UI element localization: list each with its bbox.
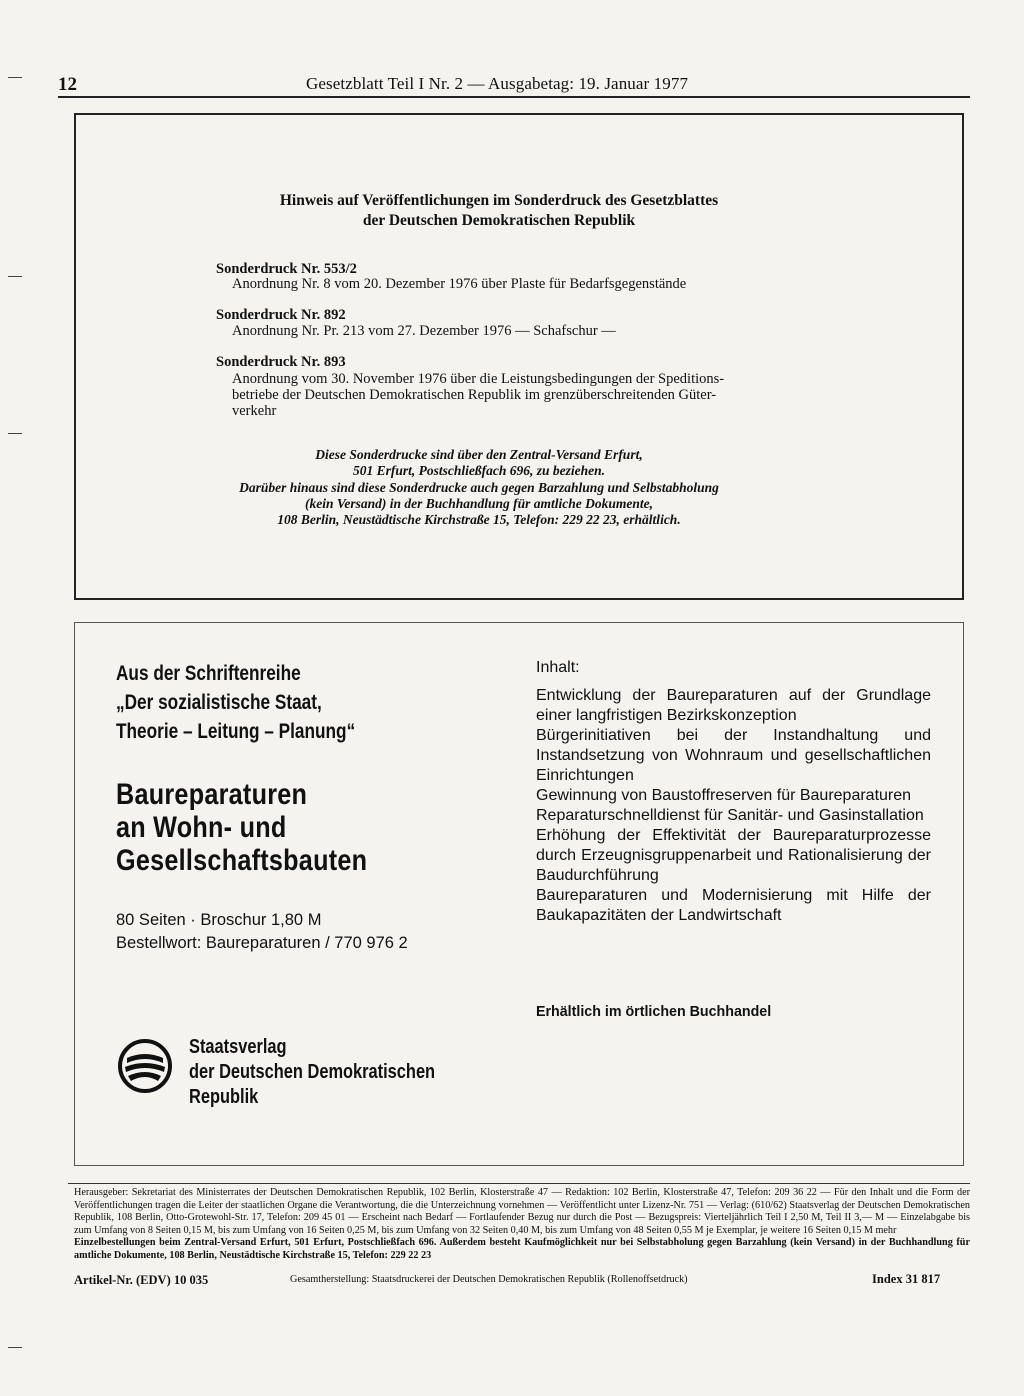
sonderdruck-heading: Sonderdruck Nr. 553/2 — [216, 261, 357, 277]
page-number: 12 — [58, 74, 77, 95]
margin-mark — [8, 77, 22, 78]
imprint-main: Herausgeber: Sekretariat des Ministerrates der Deutschen Demokratischen Republik, 102 Berlin, Klosterstraße 47 — Redaktion: 102 Berlin, Klosterstraße 47, Telefon: 209 36 22 — Für den Inhalt und die Form der Veröffentlichungen tragen die Leiter der staatlichen Organe die Verantwortung, die die Unterzeichnung vornehmen — Veröffentlicht unter Lizenz-Nr. 751 — Verlag: (610/62) Staatsverlag der Deutschen Demokratischen Republik, 108 Berlin, Otto-Grotewohl-Str. 17, Telefon: 209 45 01 — Erscheint nach Bedarf — Fortlaufender Bezug nur durch die Post — Bezugspreis: Vierteljährlich Teil I 2,50 M, Teil II 3,— M — Einzelabgabe bis zum Umfang von 8 Seiten 0,15 M, bis zum Umfang von 16 Seiten 0,25 M, bis zum Umfang von 32 Seiten 0,40 M, bis zum Umfang von 48 Seiten 0,55 M je Exemplar, je weitere 16 Seiten 0,15 M mehr — [74, 1187, 970, 1236]
book-title-line: Baureparaturen — [116, 778, 308, 811]
sonderdruck-heading: Sonderdruck Nr. 893 — [216, 354, 346, 370]
header-title: Gesetzblatt Teil I Nr. 2 — Ausgabetag: 19. Januar 1977 — [306, 74, 689, 93]
sonderdruck-text: Anordnung Nr. Pr. 213 vom 27. Dezember 1976 — Schafschur — — [232, 323, 616, 339]
publisher-line: Republik — [189, 1086, 259, 1108]
margin-mark — [8, 276, 22, 277]
note-line: (kein Versand) in der Buchhandlung für amtliche Dokumente, — [304, 496, 654, 511]
book-advert — [74, 622, 964, 1166]
list-item: Entwicklung der Baureparaturen auf der Grundlage einer langfristigen Bezirkskonzeption — [536, 687, 931, 724]
book-title — [116, 778, 367, 877]
sonderdruck-text: betriebe der Deutschen Demokratischen Republik im grenzüberschreitenden Güter- — [232, 387, 717, 403]
page-header — [58, 74, 970, 98]
sonderdruck-text: Anordnung Nr. 8 vom 20. Dezember 1976 über Plaste für Bedarfsgegenstände — [232, 276, 687, 292]
notice-box — [74, 113, 964, 600]
margin-mark — [8, 1347, 22, 1348]
series-line: „Der sozialistische Staat, — [116, 691, 322, 714]
index-number: Index 31 817 — [872, 1272, 941, 1286]
notice-title: der Deutschen Demokratischen Republik — [362, 212, 636, 229]
imprint-orders: Einzelbestellungen beim Zentral-Versand Erfurt, 501 Erfurt, Postschließfach 696. Außerdem besteht Kaufmöglichkeit nur bei Selbstabholung gegen Barzahlung (kein Versand) in der Buchhandlung für amtliche Dokumente, 108 Berlin, Neustädtische Kirchstraße 15, Telefon: 229 22 23 — [74, 1237, 970, 1261]
list-item: Erhöhung der Effektivität der Baureparaturprozesse durch Erzeugnisgruppenarbeit und Rationalisierung der Baudurchführung — [536, 827, 931, 884]
margin-mark — [8, 433, 22, 434]
note-line: 108 Berlin, Neustädtische Kirchstraße 15, Telefon: 229 22 23, erhältlich. — [277, 512, 681, 527]
imprint — [74, 1187, 970, 1263]
publisher-line: Staatsverlag — [189, 1036, 287, 1058]
imprint-rule — [68, 1183, 970, 1184]
series-line: Theorie – Leitung – Planung“ — [116, 720, 356, 743]
publisher-logo-icon — [117, 1038, 173, 1094]
note-line: 501 Erfurt, Postschließfach 696, zu beziehen. — [352, 463, 606, 478]
note-line: Diese Sonderdrucke sind über den Zentral-Versand Erfurt, — [315, 447, 643, 462]
series-line: Aus der Schriftenreihe — [116, 662, 301, 685]
production-note: Gesamtherstellung: Staatsdruckerei der Deutschen Demokratischen Republik (Rollenoffsetdruck) — [290, 1274, 688, 1285]
list-item: Bürgerinitiativen bei der Instandhaltung und Instandsetzung von Wohnraum und gesellschaftlichen Einrichtungen — [536, 727, 931, 784]
availability-note: Erhältlich im örtlichen Buchhandel — [536, 1003, 772, 1020]
publisher-name — [189, 1035, 435, 1110]
list-item: Baureparaturen und Modernisierung mit Hilfe der Baukapazitäten der Landwirtschaft — [536, 887, 931, 924]
article-number: Artikel-Nr. (EDV) 10 035 — [74, 1273, 209, 1287]
book-title-line: Gesellschaftsbauten — [116, 844, 368, 877]
note-line: Darüber hinaus sind diese Sonderdrucke auch gegen Barzahlung und Selbstabholung — [239, 480, 719, 495]
book-info-line: Bestellwort: Baureparaturen / 770 976 2 — [116, 934, 408, 952]
sonderdruck-heading: Sonderdruck Nr. 892 — [216, 307, 346, 323]
series-title — [116, 659, 355, 746]
notice-title: Hinweis auf Veröffentlichungen im Sonderdruck des Gesetzblattes — [279, 192, 719, 209]
sonderdruck-text: Anordnung vom 30. November 1976 über die Leistungsbedingungen der Speditions- — [232, 371, 725, 387]
list-item: Reparaturschnelldienst für Sanitär- und Gasinstallation — [536, 807, 924, 824]
list-item: Gewinnung von Baustoffreserven für Baureparaturen — [536, 787, 912, 804]
contents-label: Inhalt: — [536, 659, 580, 676]
publisher-line: der Deutschen Demokratischen — [189, 1061, 436, 1083]
book-info — [116, 909, 408, 955]
sonderdruck-text: verkehr — [232, 403, 277, 419]
book-title-line: an Wohn- und — [116, 811, 287, 844]
contents-list — [536, 686, 931, 926]
book-info-line: 80 Seiten · Broschur 1,80 M — [116, 911, 322, 929]
